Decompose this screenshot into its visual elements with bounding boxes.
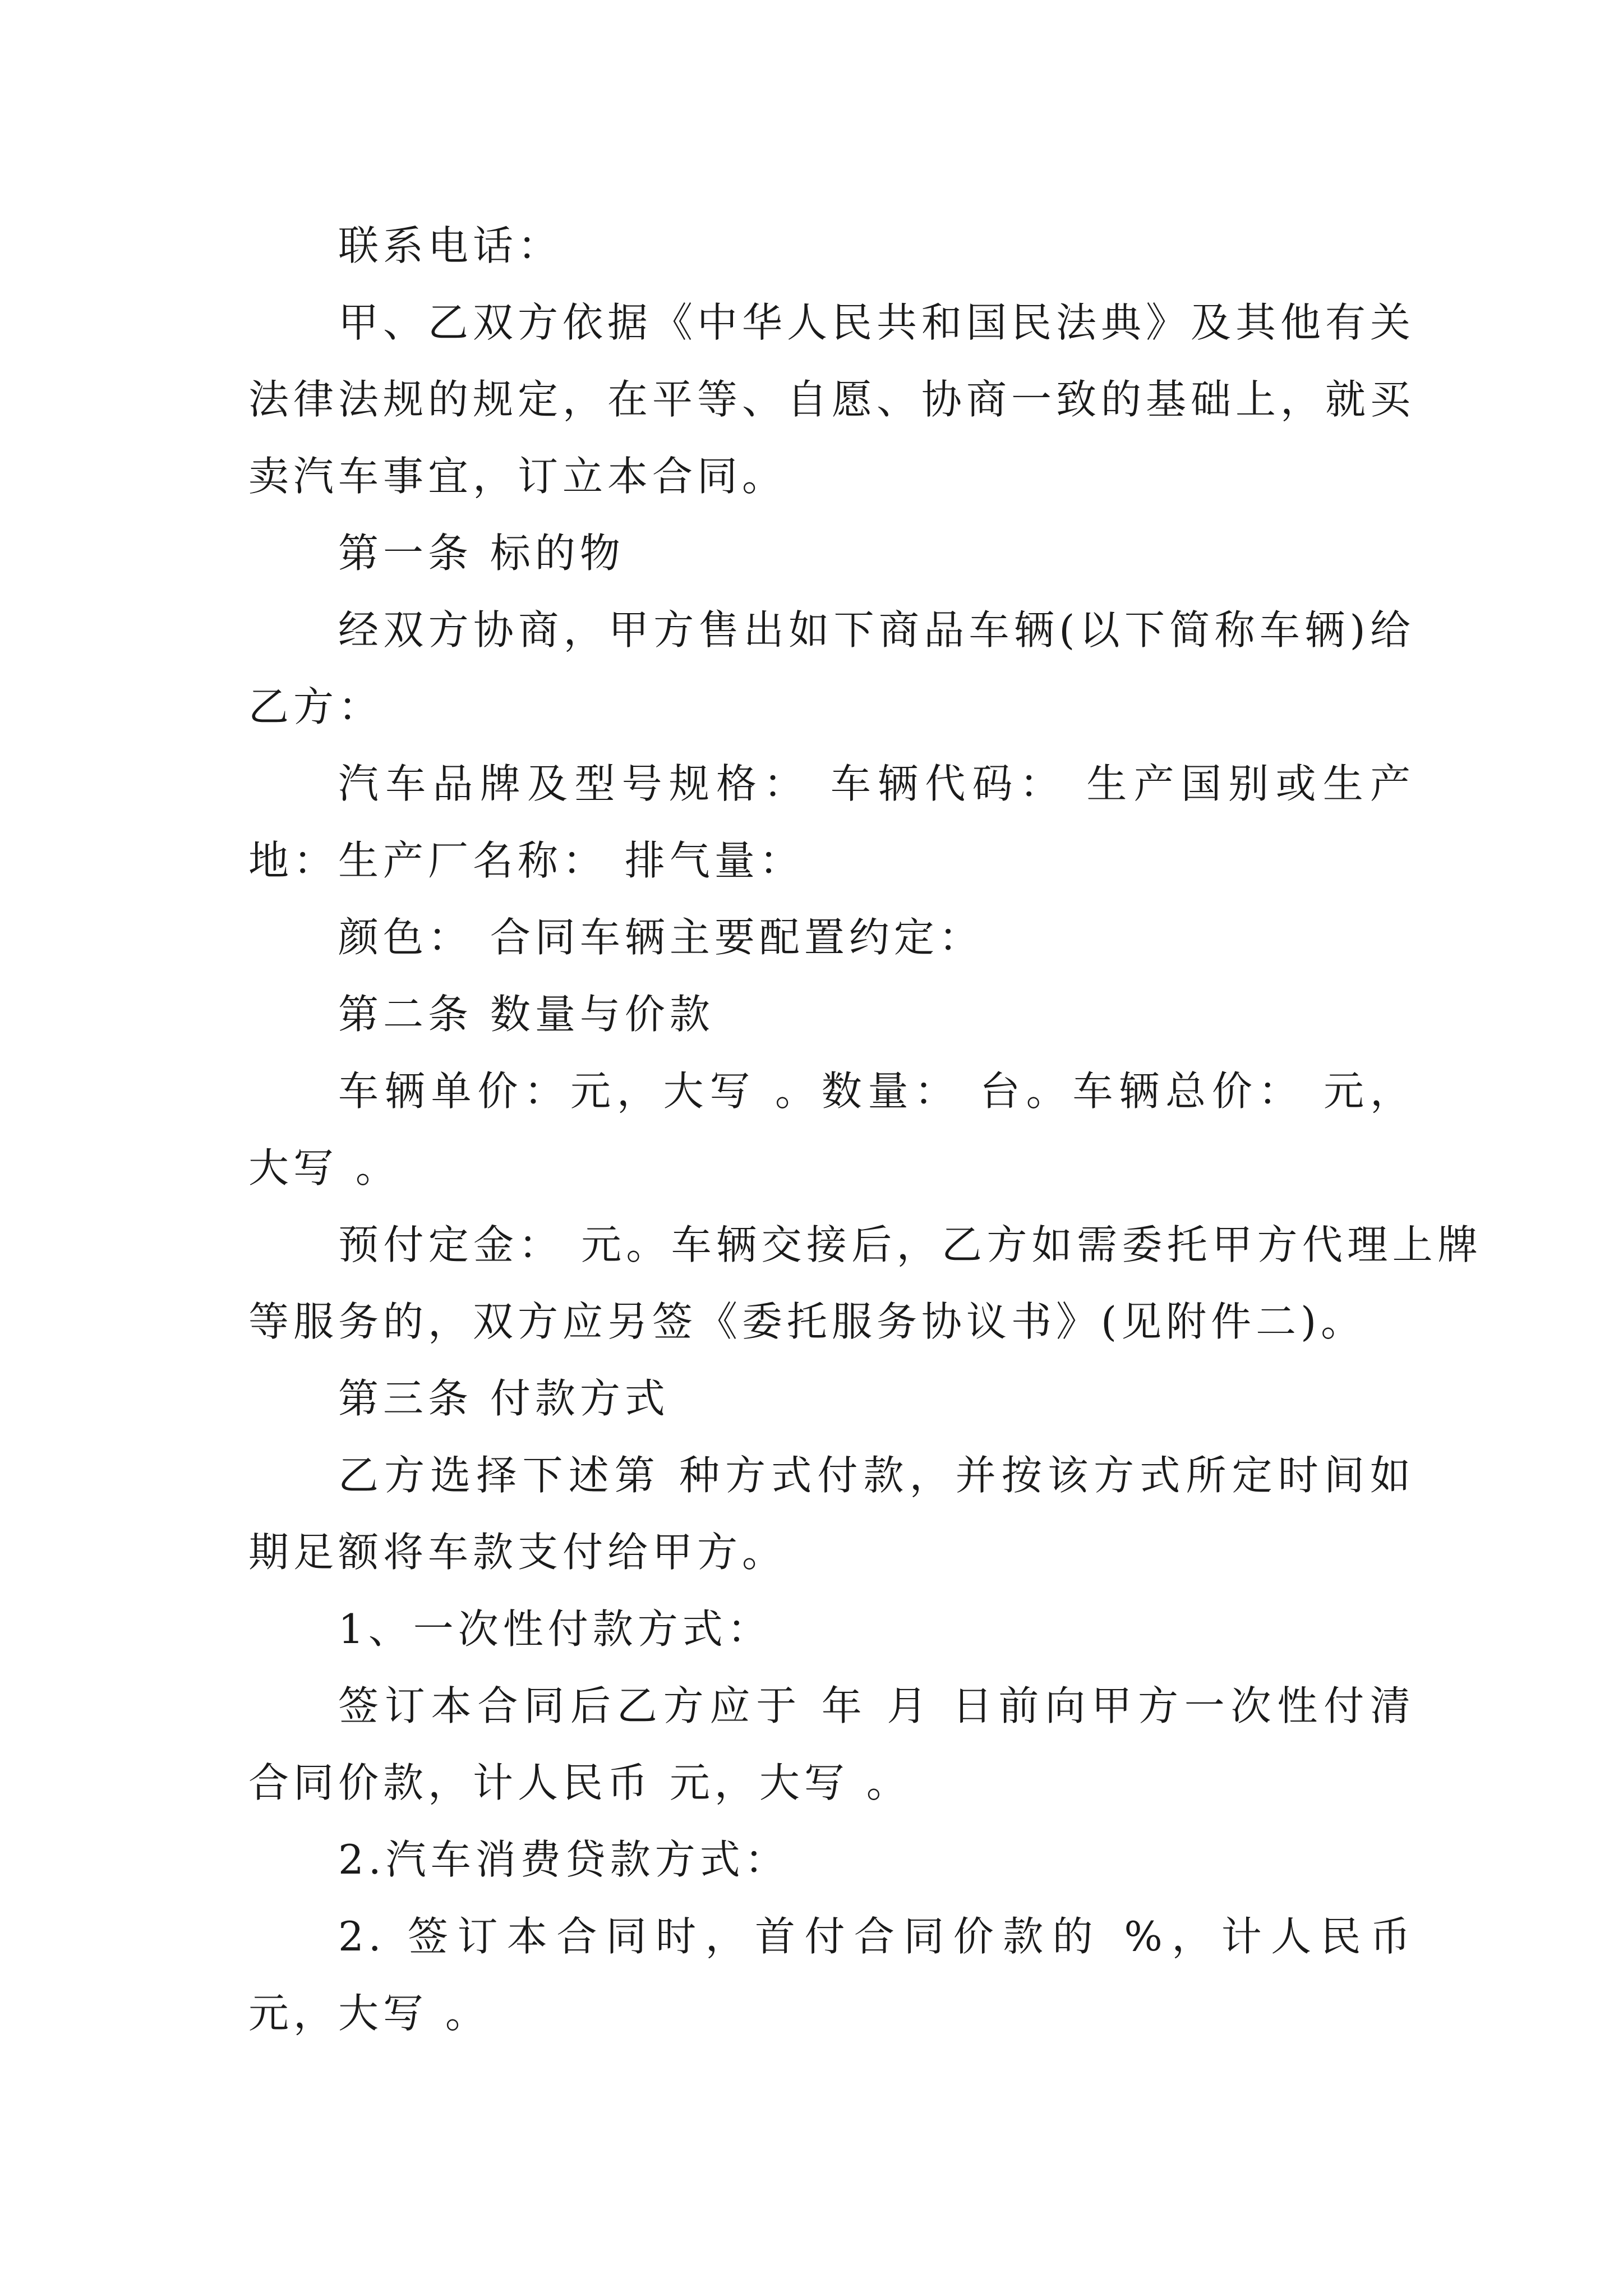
lump-sum-paragraph: 签订本合同后乙方应于 年 月 日前向甲方一次性付清合同价款，计人民币 元，大写 。: [248, 1682, 1415, 1806]
article-1-paragraph: 经双方协商，甲方售出如下商品车辆(以下简称车辆)给乙方：: [248, 606, 1415, 730]
preamble-paragraph: 甲、乙双方依据《中华人民共和国民法典》及其他有关法律法规的规定，在平等、自愿、协商一致的基础上，就买卖汽车事宜，订立本合同。: [248, 299, 1415, 500]
document-body: [248, 208, 1482, 2052]
article-1-heading: 第一条 标的物: [338, 530, 625, 577]
down-payment-paragraph: 2. 签订本合同时，首付合同价款的 %，计人民币 元，大写 。: [248, 1913, 1415, 2037]
price-paragraph: 车辆单价：元，大写 。数量： 台。车辆总价： 元，大写 。: [248, 1068, 1415, 1191]
deposit-paragraph: 预付定金： 元。车辆交接后，乙方如需委托甲方代理上牌等服务的，双方应另签《委托服务协议书》(见附件二)。: [248, 1221, 1482, 1345]
article-2-heading: 第二条 数量与价款: [338, 991, 714, 1038]
article-3-heading: 第三条 付款方式: [338, 1375, 670, 1422]
contact-phone-line: 联系电话：: [338, 222, 563, 269]
lump-sum-heading: 1、一次性付款方式：: [338, 1605, 772, 1653]
loan-heading: 2.汽车消费贷款方式：: [338, 1836, 790, 1883]
vehicle-spec-paragraph: 汽车品牌及型号规格： 车辆代码： 生产国别或生产地：生产厂名称： 排气量：: [248, 760, 1415, 884]
payment-choice-paragraph: 乙方选择下述第 种方式付款，并按该方式所定时间如期足额将车款支付给甲方。: [248, 1452, 1415, 1576]
vehicle-color-paragraph: 颜色： 合同车辆主要配置约定：: [338, 914, 984, 961]
